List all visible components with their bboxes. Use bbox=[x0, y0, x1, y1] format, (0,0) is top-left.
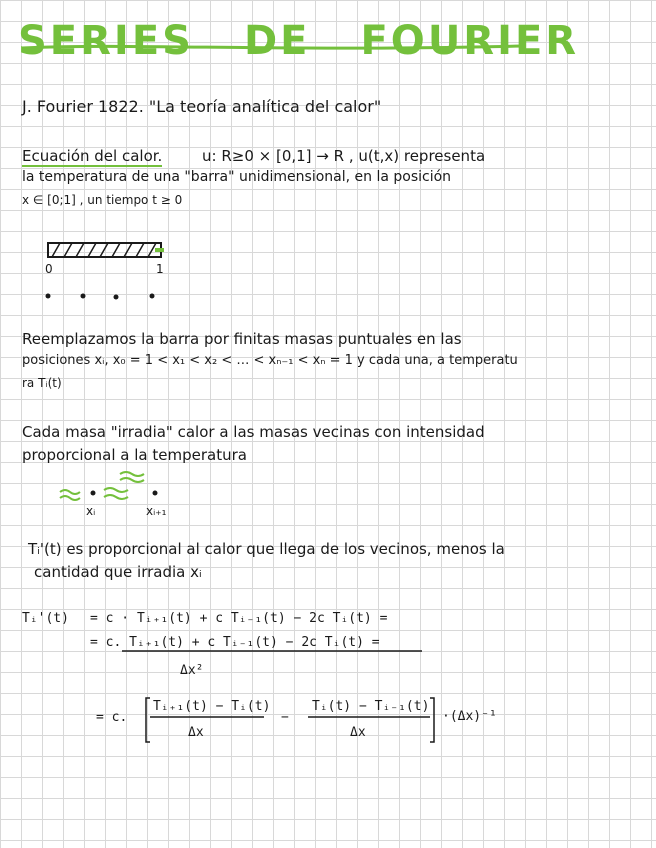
eq3-frac1-den: Δx bbox=[188, 725, 204, 740]
title-word-de: DE bbox=[243, 18, 311, 64]
eq1-rhs: = c · Tᵢ₊₁(t) + c Tᵢ₋₁(t) − 2c Tᵢ(t) = bbox=[90, 611, 388, 626]
replace-line1: Reemplazamos la barra por finitas masas puntuales en las bbox=[22, 330, 462, 348]
eq3-minus: − bbox=[281, 710, 289, 725]
radiate-line1: Cada masa "irradia" calor a las masas vecinas con intensidad bbox=[22, 423, 485, 441]
radiate-line2: proporcional a la temperatura bbox=[22, 446, 247, 464]
title-word-series: SERIES bbox=[18, 18, 194, 64]
reference-line: J. Fourier 1822. "La teoría analítica del calor" bbox=[22, 97, 382, 116]
proportional-line1: Tᵢ'(t) es proporcional al calor que llega de los vecinos, menos la bbox=[28, 540, 505, 558]
heat-equation-label: Ecuación del calor. bbox=[22, 147, 163, 165]
rod-label-1: 1 bbox=[156, 262, 164, 276]
mass-label-xi: xᵢ bbox=[86, 504, 96, 518]
heat-equation-line2: la temperatura de una "barra" unidimensional, en la posición bbox=[22, 169, 452, 185]
eq2-denominator: Δx² bbox=[180, 663, 204, 678]
heat-equation-line3: x ∈ [0;1] , un tiempo t ≥ 0 bbox=[22, 193, 183, 207]
heat-equation-def: u: R≥0 × [0,1] → R , u(t,x) representa bbox=[202, 147, 486, 165]
eq3-frac2-den: Δx bbox=[350, 725, 366, 740]
eq1-lhs: Tᵢ'(t) bbox=[22, 611, 69, 626]
mass-label-xi1: xᵢ₊₁ bbox=[146, 504, 167, 518]
proportional-line2: cantidad que irradia xᵢ bbox=[34, 563, 202, 581]
replace-line3: ra Tᵢ(t) bbox=[22, 376, 62, 390]
title-word-fourier: FOURIER bbox=[360, 18, 580, 64]
replace-line2: posiciones xᵢ, x₀ = 1 < x₁ < x₂ < … < xₙ₋₁ < xₙ = 1 y cada una, a temperatu bbox=[22, 353, 518, 368]
eq3-tail: ·(Δx)⁻¹ bbox=[442, 709, 497, 724]
eq3-frac2-num: Tᵢ(t) − Tᵢ₋₁(t) bbox=[312, 699, 430, 714]
eq3-frac1-num: Tᵢ₊₁(t) − Tᵢ(t) bbox=[153, 699, 271, 714]
eq2-numerator: = c. Tᵢ₊₁(t) + c Tᵢ₋₁(t) − 2c Tᵢ(t) = bbox=[90, 635, 380, 650]
rod-label-0: 0 bbox=[45, 262, 53, 276]
eq3-c: = c. bbox=[96, 710, 128, 725]
